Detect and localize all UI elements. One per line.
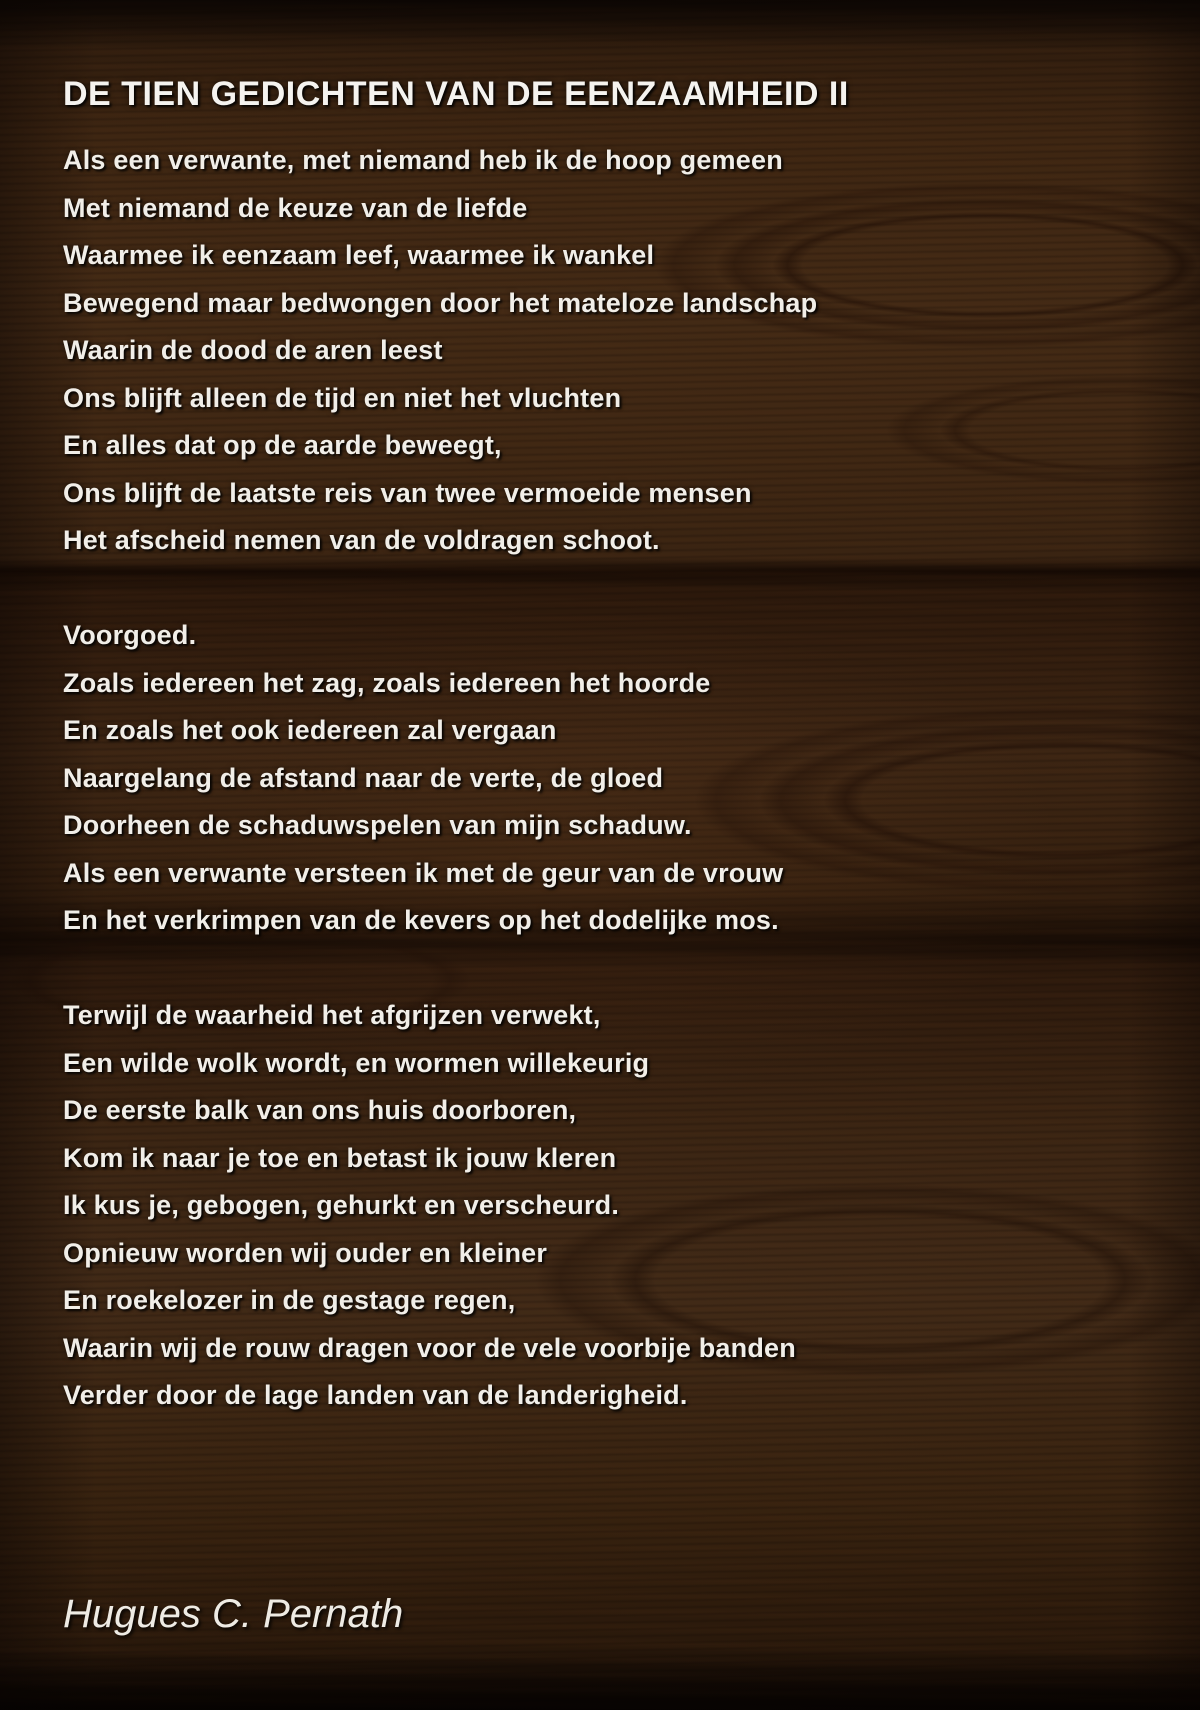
poem-line: Als een verwante, met niemand heb ik de hoop gemeen	[63, 145, 783, 175]
poem-line: Bewegend maar bedwongen door het mateloze landschap	[63, 287, 818, 318]
poem-line: Naargelang de afstand naar de verte, de gloed	[63, 762, 664, 793]
poem-line: Zoals iedereen het zag, zoals iedereen het hoorde	[63, 667, 711, 698]
poem-line: Verder door de lage landen van de landerigheid.	[63, 1380, 688, 1410]
poem-line: Terwijl de waarheid het afgrijzen verwekt,	[63, 1000, 601, 1030]
stanza-2	[63, 612, 783, 945]
poem-line: De eerste balk van ons huis doorboren,	[63, 1095, 577, 1125]
author-signature: Hugues C. Pernath	[63, 1592, 404, 1636]
poem-line: Waarmee ik eenzaam leef, waarmee ik wankel	[63, 240, 655, 270]
poem-line: Een wilde wolk wordt, en wormen willekeurig	[63, 1047, 650, 1078]
poem-line: Ons blijft alleen de tijd en niet het vluchten	[63, 382, 622, 413]
poem-line: Waarin wij de rouw dragen voor de vele voorbije banden	[63, 1332, 796, 1363]
poem-title: DE TIEN GEDICHTEN VAN DE EENZAAMHEID II	[63, 74, 849, 113]
poem-line: En alles dat op de aarde beweegt,	[63, 430, 502, 460]
poem-line: Het afscheid nemen van de voldragen schoot.	[63, 525, 660, 555]
poem-line: Kom ik naar je toe en betast ik jouw kleren	[63, 1142, 617, 1173]
poem-line: En het verkrimpen van de kevers op het dodelijke mos.	[63, 905, 779, 935]
poem-line: En roekelozer in de gestage regen,	[63, 1285, 516, 1315]
poem-line: Waarin de dood de aren leest	[63, 335, 443, 365]
poem-line: En zoals het ook iedereen zal vergaan	[63, 715, 557, 745]
poem-line: Met niemand de keuze van de liefde	[63, 192, 528, 223]
stanza-1	[63, 137, 817, 565]
poem-line: Ik kus je, gebogen, gehurkt en verscheurd.	[63, 1190, 620, 1220]
stanza-3	[63, 992, 796, 1420]
poem-line: Ons blijft de laatste reis van twee vermoeide mensen	[63, 477, 752, 508]
poem-line: Opnieuw worden wij ouder en kleiner	[63, 1237, 548, 1268]
poem-line: Doorheen de schaduwspelen van mijn schaduw.	[63, 810, 692, 840]
poem-line: Voorgoed.	[63, 620, 197, 650]
poem-line: Als een verwante versteen ik met de geur van de vrouw	[63, 857, 784, 888]
